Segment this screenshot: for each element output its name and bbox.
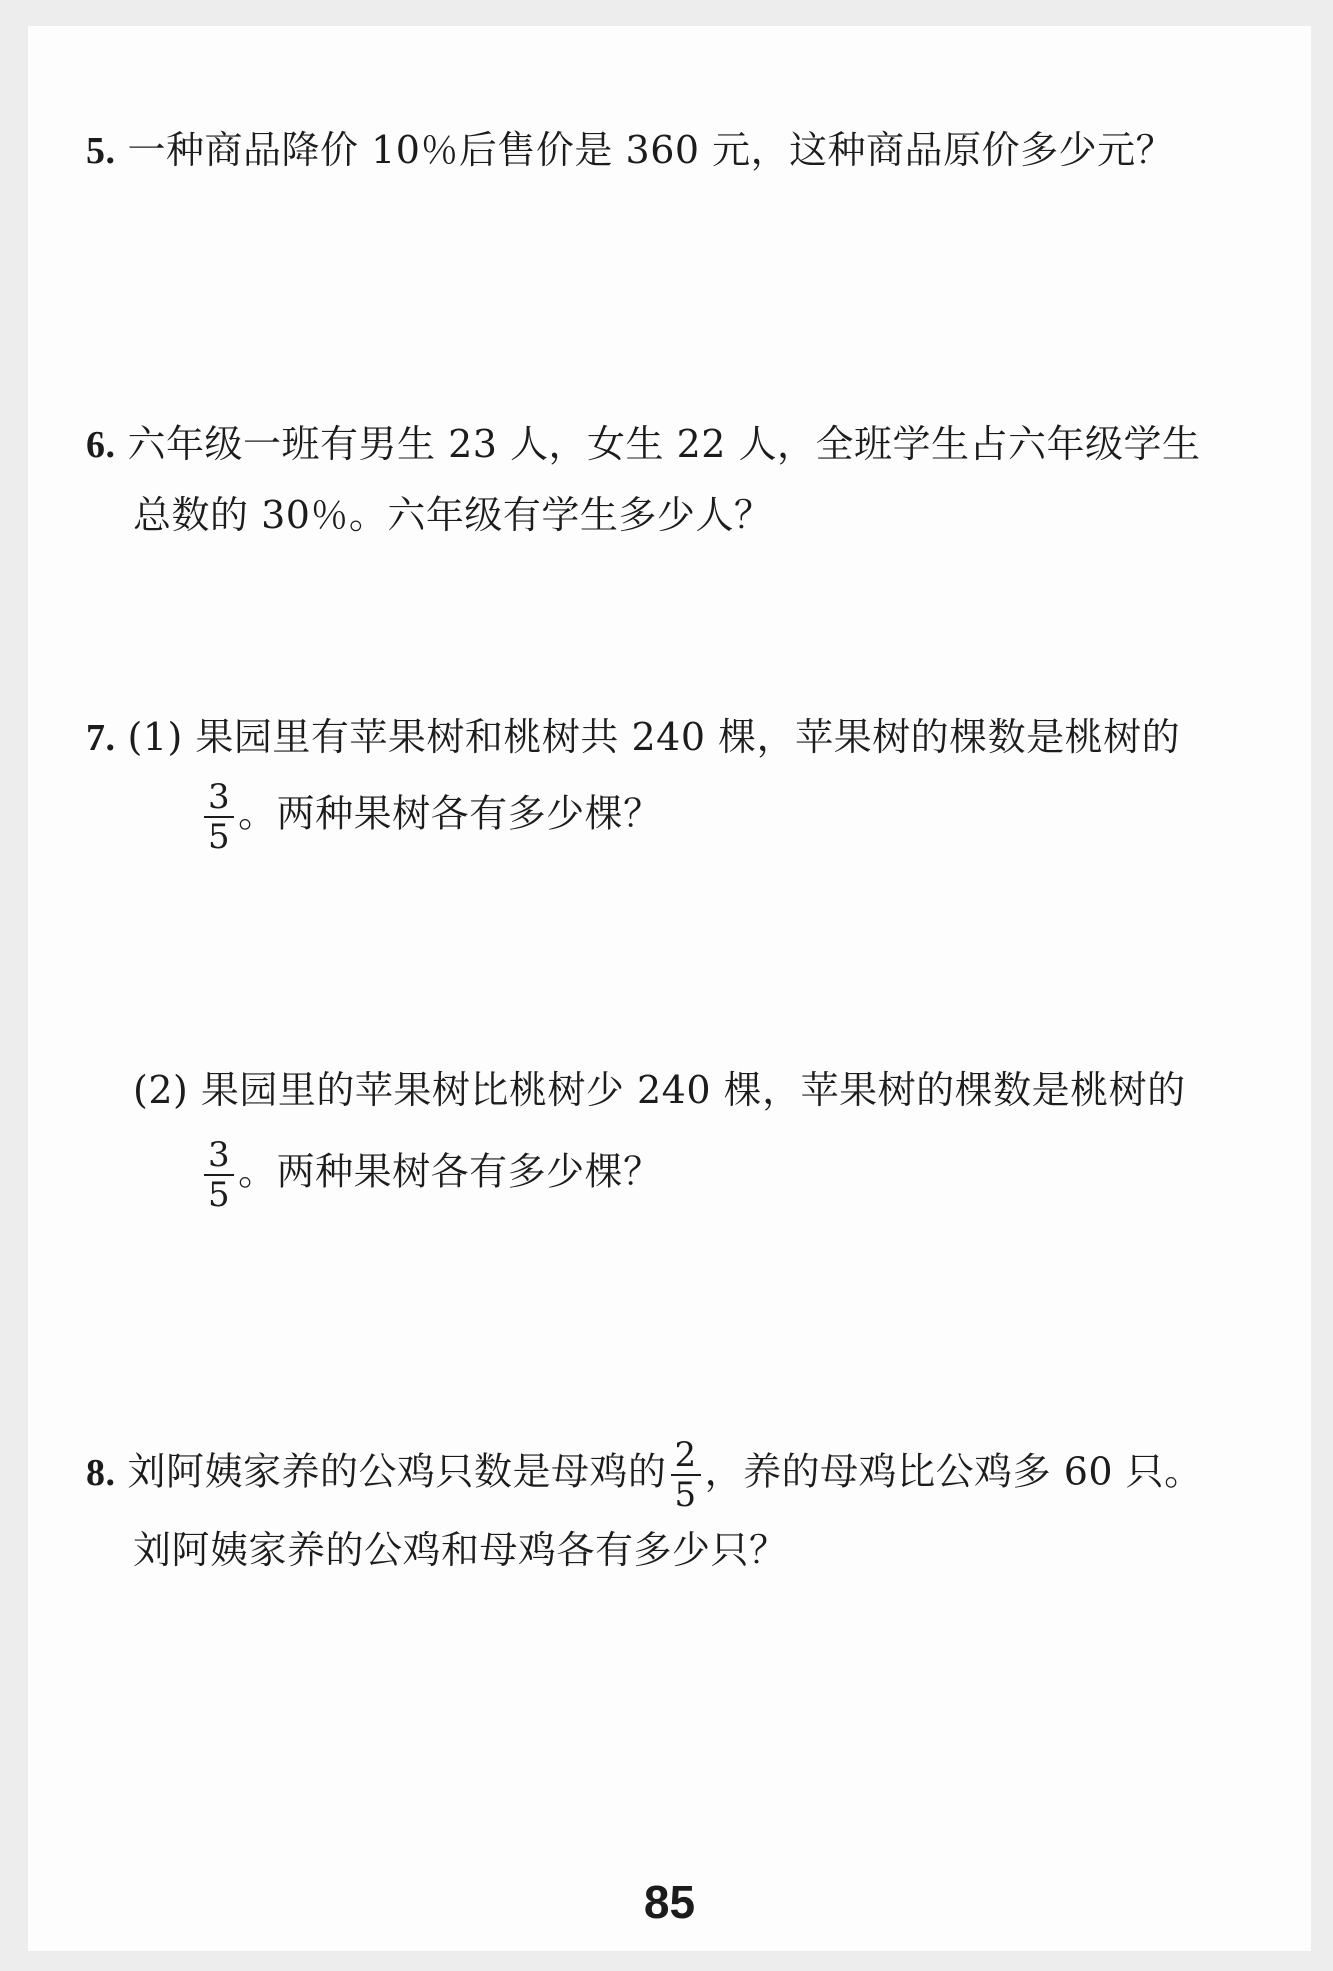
problem-text: 六年级一班有男生 23 人，女生 22 人，全班学生占六年级学生 (127, 422, 1201, 466)
problem-number: 6. (86, 424, 116, 466)
problem-7-part-1-continued (200, 778, 662, 856)
problem-text: ，养的母鸡比公鸡多 60 只。 (704, 1449, 1203, 1494)
fraction-numerator: 3 (204, 778, 234, 818)
problem-7-part-2 (133, 1066, 1186, 1114)
fraction-denominator: 5 (674, 1475, 697, 1515)
problem-number: 7. (86, 717, 116, 759)
fraction-numerator: 3 (204, 1136, 234, 1176)
problem-5 (86, 126, 1174, 175)
problem-number: 8. (86, 1451, 116, 1494)
fraction (204, 778, 234, 856)
problem-7-part-2-continued (200, 1136, 662, 1214)
problem-7-part-1 (86, 713, 1180, 762)
worksheet-page (28, 26, 1311, 1951)
problem-text: 总数的 30％。六年级有学生多少人？ (133, 493, 773, 537)
problem-8 (86, 1436, 1203, 1514)
fraction-numerator: 2 (671, 1436, 701, 1476)
page-number: 85 (643, 1876, 696, 1928)
fraction-denominator: 5 (208, 1175, 231, 1215)
problem-text: 一种商品降价 10％后售价是 360 元，这种商品原价多少元？ (127, 128, 1175, 172)
problem-text: 刘阿姨家养的公鸡和母鸡各有多少只？ (133, 1528, 788, 1572)
problem-text: (2) 果园里的苹果树比桃树少 240 棵，苹果树的棵数是桃树的 (133, 1068, 1186, 1112)
problem-number: 5. (86, 130, 116, 172)
problem-6 (86, 420, 1201, 469)
fraction (671, 1436, 701, 1514)
problem-text: 。两种果树各有多少棵？ (238, 1149, 662, 1194)
fraction (204, 1136, 234, 1214)
problem-8-continued (133, 1526, 788, 1574)
problem-text: (1) 果园里有苹果树和桃树共 240 棵，苹果树的棵数是桃树的 (127, 715, 1181, 759)
problem-text: 刘阿姨家养的公鸡只数是母鸡的 (127, 1449, 667, 1494)
problem-text: 。两种果树各有多少棵？ (238, 791, 662, 836)
problem-6-continued (133, 491, 772, 539)
fraction-denominator: 5 (208, 817, 231, 857)
